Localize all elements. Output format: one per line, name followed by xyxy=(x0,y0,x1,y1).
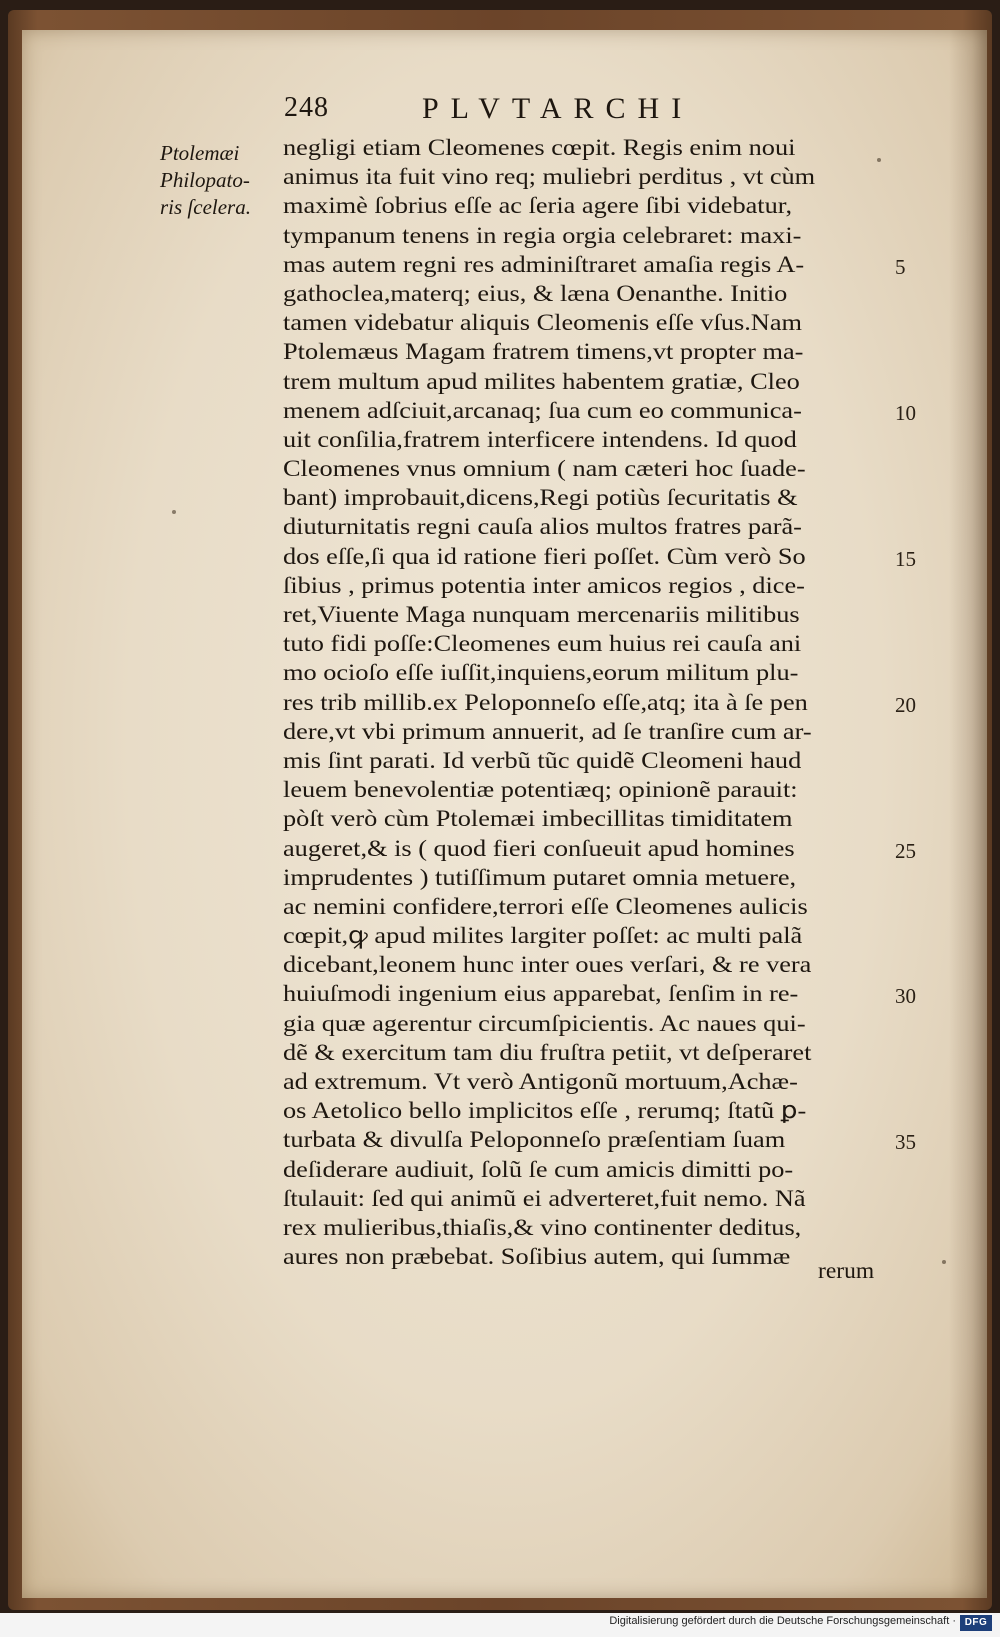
text-line xyxy=(283,572,879,601)
text-line-content: turbata & divulſa Peloponneſo præſentiam ſuam xyxy=(283,1127,786,1154)
text-line xyxy=(283,1039,879,1068)
text-line xyxy=(283,484,879,513)
text-line-content: tamen videbatur aliquis Cleomenis eſſe vſus.Nam xyxy=(283,310,802,337)
text-line-content: gia quæ agerentur circumſpicientis. Ac naues qui- xyxy=(283,1010,806,1037)
page-number: 248 xyxy=(284,92,329,123)
text-line xyxy=(283,543,916,572)
text-line xyxy=(283,922,879,951)
running-head xyxy=(272,92,752,132)
text-line xyxy=(283,776,879,805)
text-line xyxy=(283,1243,879,1272)
text-line xyxy=(283,397,916,426)
text-line-content: res trib millib.ex Peloponneſo eſſe,atq; ita à ſe pen xyxy=(283,689,808,716)
text-line xyxy=(283,718,879,747)
catchword: rerum xyxy=(818,1258,875,1284)
text-line xyxy=(283,980,916,1009)
text-line-content: Ptolemæus Magam fratrem timens,vt propter ma- xyxy=(283,339,804,366)
text-line xyxy=(283,192,879,221)
text-line-content: bant) improbauit,dicens,Regi potiùs ſecuritatis & xyxy=(283,485,798,512)
text-line xyxy=(283,222,879,251)
text-line-content: ad extremum. Vt verò Antigonũ mortuum,Achæ- xyxy=(283,1069,798,1095)
text-line xyxy=(283,163,879,192)
text-line-content: tuto fidi poſſe:Cleomenes eum huius rei cauſa ani xyxy=(283,631,802,658)
text-line-content: os Aetolico bello implicitos eſſe , rerumq; ſtatũ ꝑ- xyxy=(283,1098,807,1125)
text-line xyxy=(283,426,879,455)
text-line-content: dos eſſe,ſi qua id ratione fieri poſſet. Cùm verò So xyxy=(283,543,806,570)
marginal-note-line: Ptolemæi xyxy=(160,141,240,165)
text-line xyxy=(283,1068,879,1097)
text-line-content: maximè ſobrius eſſe ac ſeria agere ſibi videbatur, xyxy=(283,193,793,220)
text-line xyxy=(283,805,879,834)
text-line xyxy=(283,134,879,163)
text-line-content: pòſt verò cùm Ptolemæi imbecillitas timiditatem xyxy=(283,806,793,833)
text-line xyxy=(283,1126,916,1155)
text-line xyxy=(283,455,879,484)
running-title: PLVTARCHI xyxy=(422,92,694,125)
text-line-content: ſtulauit: ſed qui animũ ei adverteret,fuit nemo. Nã xyxy=(283,1185,806,1212)
text-line-content: tympanum tenens in regia orgia celebraret: maxi- xyxy=(283,222,802,249)
line-number: 35 xyxy=(895,1130,916,1155)
text-line-content: uit conſilia,fratrem interficere intendens. Id quod xyxy=(283,426,797,453)
text-line-content: dẽ & exercitum tam diu fruſtra petiit, vt deſperaret xyxy=(283,1039,812,1066)
text-line-content: gathoclea,materq; eius, & læna Oenanthe. Initio xyxy=(283,280,788,307)
paper-speck xyxy=(942,1260,946,1264)
marginal-note-line: Philopato- xyxy=(160,168,250,192)
text-line-content: diuturnitatis regni cauſa alios multos fratres parã- xyxy=(283,514,802,541)
text-line-content: ſibius , primus potentia inter amicos regios , dice- xyxy=(283,572,805,599)
dfg-logo: DFG xyxy=(960,1615,992,1631)
text-line xyxy=(283,338,879,367)
text-line xyxy=(283,513,879,542)
text-line xyxy=(283,601,879,630)
text-line xyxy=(283,893,879,922)
text-line-content: rex mulieribus,thiaſis,& vino continenter deditus, xyxy=(283,1214,802,1241)
text-line-content: Cleomenes vnus omnium ( nam cæteri hoc ſuade- xyxy=(283,456,806,483)
text-line-content: huiuſmodi ingenium eius apparebat, ſenſim in re- xyxy=(283,981,799,1008)
marginal-note-line: ris ſcelera. xyxy=(160,195,251,219)
text-line-content: ret,Viuente Maga nunquam mercenariis militibus xyxy=(283,602,800,628)
text-line xyxy=(283,747,879,776)
line-number: 20 xyxy=(895,692,916,717)
text-line xyxy=(283,309,879,338)
text-line-content: dere,vt vbi primum annuerit, ad ſe tranſire cum ar- xyxy=(283,718,812,745)
text-line xyxy=(283,951,879,980)
text-line xyxy=(283,1214,879,1243)
text-line-content: dicebant,leonem hunc inter oues verſari, & re vera xyxy=(283,952,812,979)
text-line xyxy=(283,630,879,659)
text-line xyxy=(283,280,879,309)
text-line-content: aures non præbebat. Soſibius autem, qui ſummæ xyxy=(283,1244,791,1271)
text-line-content: mo ocioſo eſſe iuſſit,inquiens,eorum militum plu- xyxy=(283,660,799,687)
text-line xyxy=(283,1156,879,1185)
text-line xyxy=(283,659,879,688)
line-number: 30 xyxy=(895,984,916,1009)
line-number: 5 xyxy=(895,254,906,279)
text-line-content: negligi etiam Cleomenes cœpit. Regis enim noui xyxy=(283,135,796,161)
text-line-content: cœpit,ꝙ apud milites largiter poſſet: ac multi palã xyxy=(283,923,803,950)
text-line-content: ac nemini confidere,terrori eſſe Cleomenes aulicis xyxy=(283,893,808,920)
line-number: 15 xyxy=(895,546,916,571)
text-line xyxy=(283,1010,879,1039)
text-line-content: mas autem regni res adminiſtraret amaſia regis A- xyxy=(283,251,805,278)
line-number: 10 xyxy=(895,400,916,425)
paper-speck xyxy=(172,510,176,514)
text-line-content: augeret,& is ( quod fieri conſueuit apud homines xyxy=(283,835,795,862)
text-line xyxy=(283,689,916,718)
text-line xyxy=(283,864,879,893)
text-line-content: imprudentes ) tutiſſimum putaret omnia metuere, xyxy=(283,864,797,891)
main-text-block xyxy=(283,134,923,1272)
text-line-content: trem multum apud milites habentem gratiæ, Cleo xyxy=(283,368,800,395)
text-line-content: deſiderare audiuit, ſolũ ſe cum amicis dimitti po- xyxy=(283,1156,794,1183)
text-line-content: animus ita fuit vino req; muliebri perditus , vt cùm xyxy=(283,164,816,191)
text-line xyxy=(283,1097,879,1126)
page-gutter-shadow xyxy=(949,30,987,1598)
text-line-content: leuem benevolentiæ potentiæq; opinionẽ parauit: xyxy=(283,777,798,804)
digitization-footer xyxy=(0,1613,1000,1637)
text-line xyxy=(283,251,906,280)
text-line-content: mis ſint parati. Id verbũ tũc quidẽ Cleomeni haud xyxy=(283,747,802,774)
text-line xyxy=(283,1185,879,1214)
line-number: 25 xyxy=(895,838,916,863)
text-line xyxy=(283,368,879,397)
marginal-note xyxy=(160,140,270,221)
text-line xyxy=(283,835,916,864)
text-line-content: menem adſciuit,arcanaq; ſua cum eo communica- xyxy=(283,397,802,424)
footer-credit: Digitalisierung gefördert durch die Deutsche Forschungsgemeinschaft · xyxy=(609,1615,956,1627)
